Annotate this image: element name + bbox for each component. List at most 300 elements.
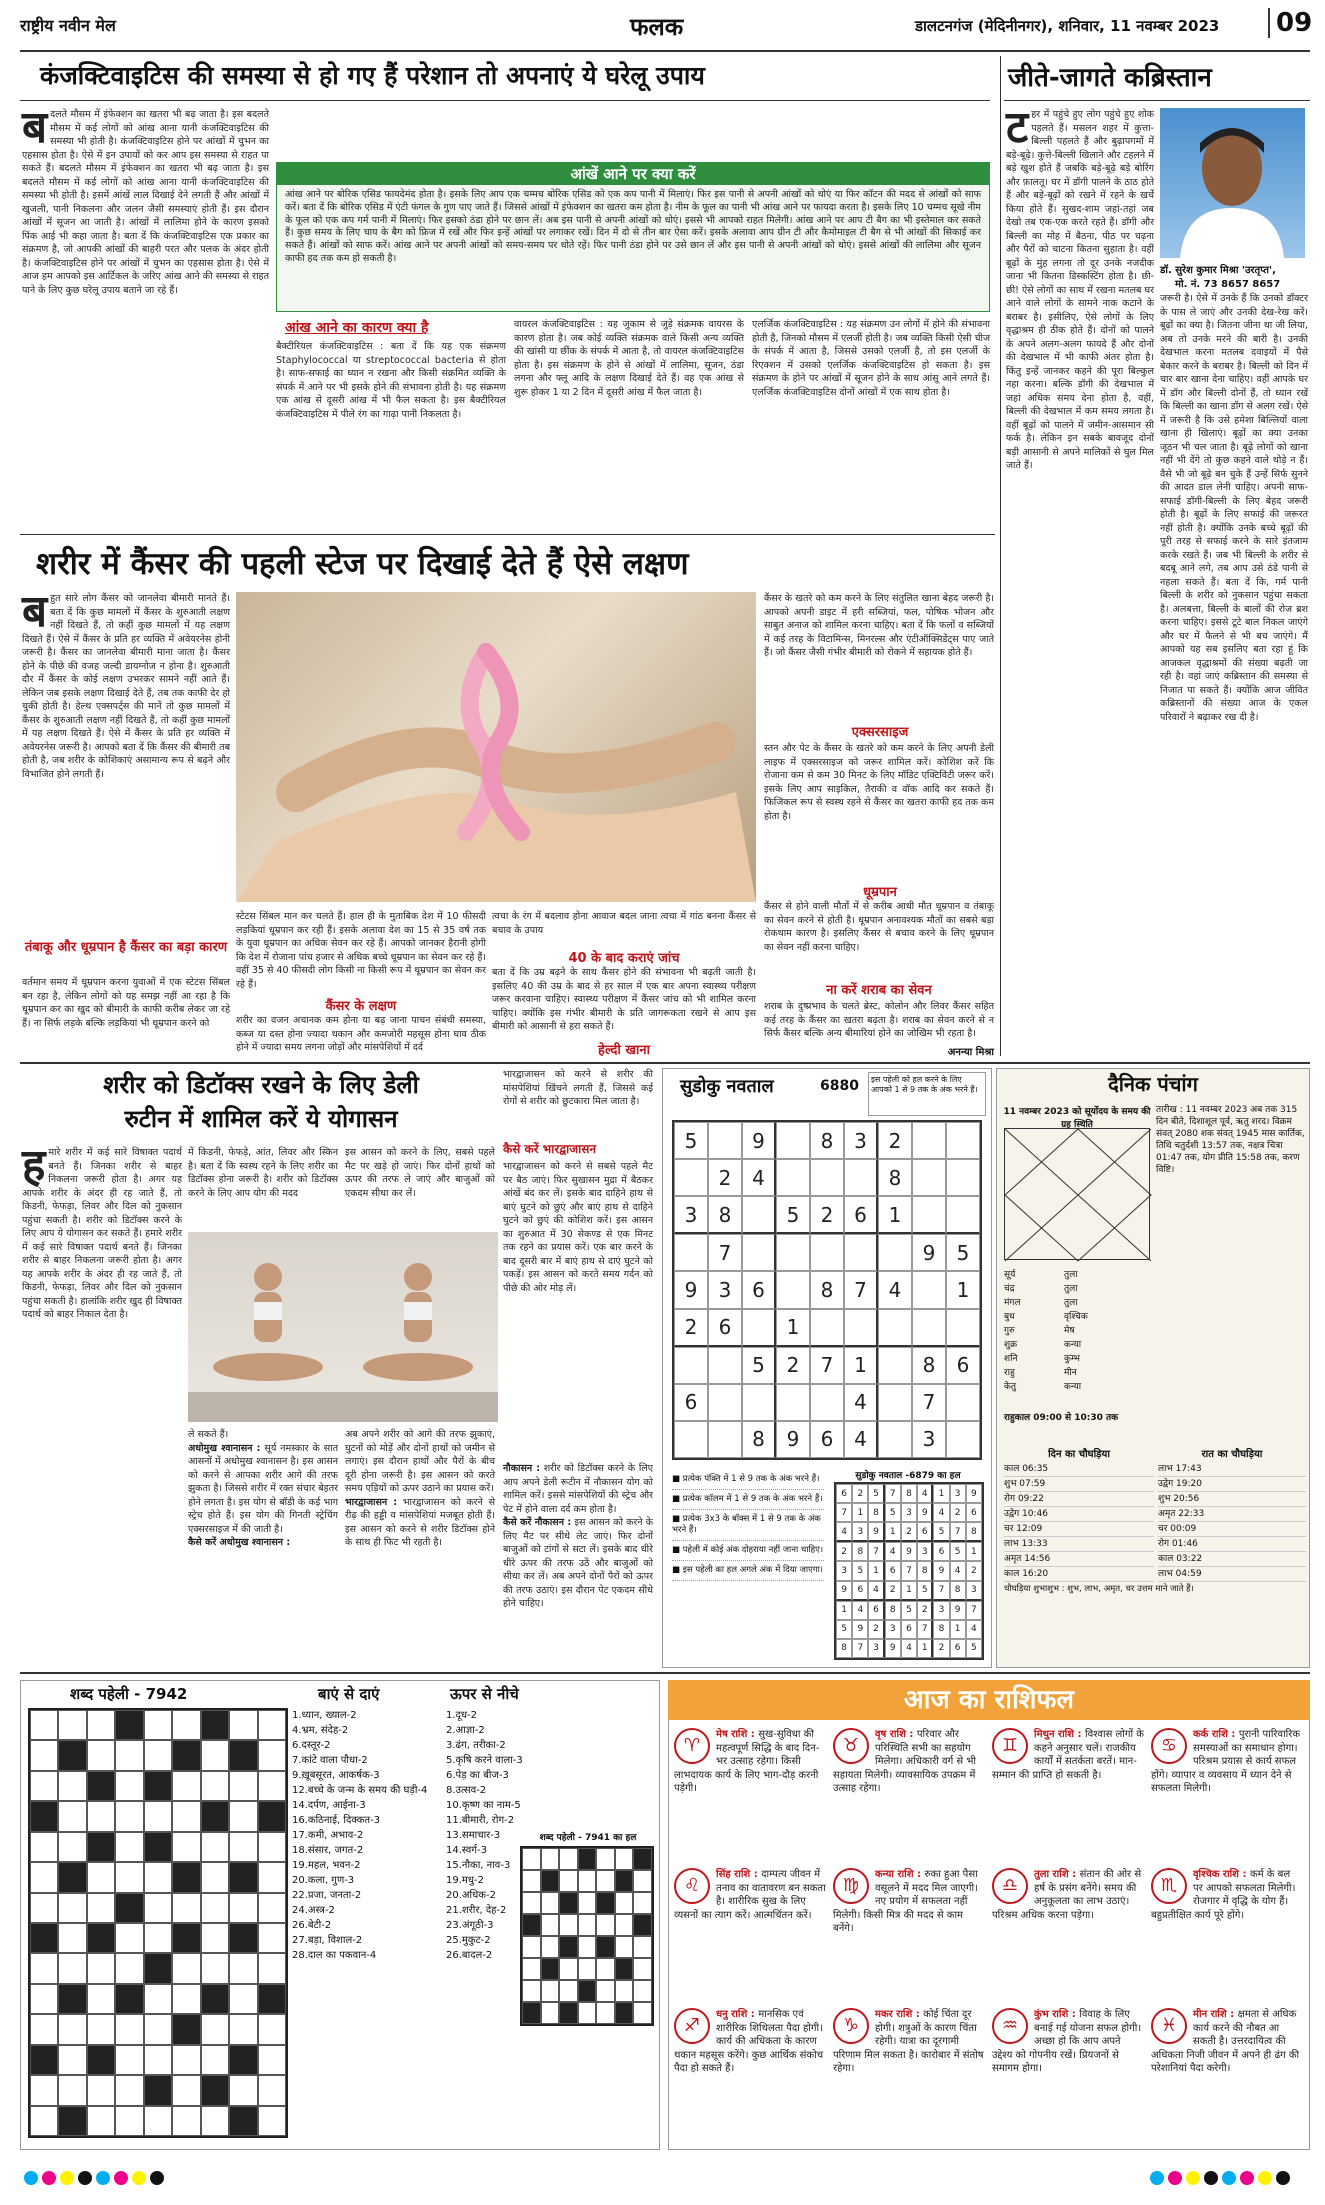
crossword-cell — [58, 1740, 86, 1770]
sudoku-cell — [674, 1347, 708, 1384]
planet-sign: वृश्चिक — [1064, 1312, 1088, 1322]
crossword-cell — [30, 1893, 58, 1923]
crossword-clue: 14.स्वर्ग-3 — [446, 1845, 487, 1856]
registration-dot — [1168, 2171, 1182, 2185]
crossword-cell — [615, 2002, 634, 2024]
meditation-icon — [188, 1232, 498, 1422]
kabristan-headline: जीते-जागते कब्रिस्तान — [1008, 63, 1212, 93]
nauka-block — [503, 1462, 653, 1666]
crossword-cell — [633, 1848, 652, 1870]
crossword-cell — [172, 2075, 200, 2105]
crossword-cell — [258, 1710, 286, 1740]
sudoku-cell: 2 — [950, 1503, 966, 1522]
crossword-cell — [144, 1923, 172, 1953]
sudoku-cell: 3 — [708, 1271, 742, 1308]
sudoku-cell: 5 — [933, 1522, 949, 1542]
crossword-cell — [596, 1892, 615, 1914]
crossword-cell — [201, 2106, 229, 2136]
exercise-text: स्तन और पेट के कैंसर के खतरे को कम करने के लिए अपनी डेली लाइफ में एक्सरसाइज को जरूर शामिल करें। कोशिश करें कि रोजाना कम से कम 30 मिनट के लिए मॉडिट एक्टिविटी जरूर करें। इसके लिए आप साइकिल, तैराकी व वॉक आदि कर सकते हैं। फिजिकल रूप से स्वस्थ रहने से कैंसर का खतरा काफी हद तक कम होता है। — [764, 743, 994, 822]
sudoku-cell: 1 — [946, 1271, 980, 1308]
crossword-cell — [578, 1892, 597, 1914]
crossword-cell — [58, 1984, 86, 2014]
crossword-cell — [258, 2014, 286, 2044]
crossword-clue: 27.बड़ा, विशाल-2 — [292, 1935, 363, 1946]
crossword-cell — [201, 1984, 229, 2014]
crossword-cell — [229, 1710, 257, 1740]
sudoku-cell: 1 — [933, 1484, 949, 1503]
registration-marks-right — [1150, 2170, 1294, 2189]
dropcap: ब — [22, 586, 48, 637]
sudoku-cell: 6 — [901, 1620, 917, 1639]
sudoku-cell: 8 — [912, 1347, 946, 1384]
chaughadiya-row: रोग 09:22 — [1004, 1492, 1154, 1507]
sudoku-cell: 4 — [844, 1421, 878, 1458]
crossword-cell — [615, 1914, 634, 1936]
crossword-cell — [541, 1936, 560, 1958]
sudoku-cell: 3 — [901, 1503, 917, 1522]
registration-dot — [1186, 2171, 1200, 2185]
crossword-cell — [115, 1710, 143, 1740]
crossword-cell — [258, 1832, 286, 1862]
sudoku-cell: 1 — [885, 1522, 901, 1542]
planet-sign: कुम्भ — [1064, 1354, 1080, 1364]
sudoku-cell — [810, 1234, 844, 1271]
rashi-name: धनु राशि : — [716, 2009, 759, 2020]
sudoku-cell: 9 — [674, 1271, 708, 1308]
crossword-clue: 14.दर्पण, आईना-3 — [292, 1800, 366, 1811]
crossword-cell — [115, 2106, 143, 2136]
pink-ribbon-icon — [236, 592, 756, 902]
rashi-card — [833, 1868, 985, 2002]
sudoku-cell: 6 — [950, 1639, 966, 1658]
night-chaughadiya — [1158, 1462, 1306, 1582]
sudoku-rule: ■ प्रत्येक पंक्ति में 1 से 9 तक के अंक भरने हैं। — [672, 1470, 824, 1490]
rashi-card — [992, 2008, 1144, 2142]
crossword-cell — [615, 1892, 634, 1914]
sudoku-cell: 6 — [844, 1196, 878, 1234]
sudoku-rule: ■ पहेली में कोई अंक दोहराया नहीं जाना चाहिए। — [672, 1541, 824, 1561]
crossword-cell — [229, 1771, 257, 1801]
sudoku-cell: 9 — [917, 1503, 933, 1522]
sudoku-cell: 7 — [933, 1581, 949, 1601]
sudoku-cell — [742, 1196, 776, 1234]
sudoku-cell — [742, 1309, 776, 1347]
sudoku-cell — [946, 1122, 980, 1159]
rashi-card — [1151, 2008, 1303, 2142]
crossword-clue: 22.प्रजा, जनता-2 — [292, 1890, 362, 1901]
how-adho-title: कैसे करें अधोमुख श्वानासन : — [188, 1537, 291, 1548]
sudoku-cell: 4 — [885, 1542, 901, 1561]
crossword-cell — [58, 1923, 86, 1953]
section-title: फलक — [630, 13, 684, 41]
sudoku-cell: 5 — [901, 1601, 917, 1620]
crossword-cell — [58, 1801, 86, 1831]
rashi-text: विश्वास लोगों के कहने अनुसार चलें। राजकीय कार्यों में सतर्कता बरतें। मान-सम्मान की प्राप्ति हो सकती है। — [992, 1729, 1144, 1781]
zodiac-icon: ♋ — [1151, 1728, 1187, 1764]
sudoku-cell: 5 — [885, 1503, 901, 1522]
sudoku-cell: 9 — [852, 1620, 868, 1639]
crossword-cell — [58, 1893, 86, 1923]
sudoku-cell: 4 — [868, 1581, 884, 1601]
crossword-clue: 10.कृष्ण का नाम-5 — [446, 1800, 521, 1811]
sudoku-cell: 3 — [674, 1196, 708, 1234]
crossword-cell — [201, 1893, 229, 1923]
rashi-card — [674, 1868, 826, 2002]
rashi-name: मीन राशि : — [1193, 2009, 1238, 2020]
sudoku-cell: 2 — [885, 1581, 901, 1601]
sudoku-cell: 4 — [852, 1601, 868, 1620]
sudoku-cell: 8 — [966, 1522, 982, 1542]
zodiac-icon: ♏ — [1151, 1868, 1187, 1904]
crossword-cell — [87, 1953, 115, 1983]
rashi-name: कुंभ राशि : — [1034, 2009, 1080, 2020]
sudoku-cell: 8 — [917, 1561, 933, 1580]
planet-row — [1004, 1282, 1154, 1296]
crossword-prev-grid — [520, 1846, 654, 2026]
crossword-clue: 2.आज्ञा-2 — [446, 1725, 485, 1736]
crossword-cell — [201, 1740, 229, 1770]
registration-dot — [1276, 2171, 1290, 2185]
sudoku-cell: 1 — [901, 1581, 917, 1601]
crossword-cell — [30, 1923, 58, 1953]
crossword-cell — [201, 1862, 229, 1892]
cancer-top-rule — [20, 534, 995, 535]
rashi-card — [674, 2008, 826, 2142]
cause-title: आंख आने का कारण क्या है — [285, 320, 429, 336]
yoga-col3: इस आसन को करने के लिए, सबसे पहले मैट पर खड़े हो जाएं। फिर दोनों हाथों को ऊपर की तरफ ले जाएं और बाजुओं को एकदम सीधा कर लें। — [345, 1147, 495, 1199]
panchang-footer: चौघड़िया शुभाशुभ : शुभ, लाभ, अमृत, चर उत्तम माने जाते हैं। — [1004, 1584, 1194, 1594]
intro-text: दलते मौसम में इंफेक्शन का खतरा भी बढ़ जाता है। इस बदलते मौसम में कई लोगों को आंख आना यानी कंजक्टिवाइटिस की समस्या भी होती है। कंजक्टिवाइटिस होने पर आंखों में चुभन का एहसास होता है। ऐसे में इन उपायों को कर आप इस समस्या से राहत पा सकते हैं। बदलते मौसम में इंफेक्शन का खतरा भी बढ़ जाता है। इस बदलते मौसम में कई लोगों को आंख आना यानी कंजक्टिवाइटिस की समस्या भी होती है। इसमें आंखें लाल दिखाई देने लगती हैं और आंखों में खुजली, पानी निकलना और जलन जैसी समस्याएं होती हैं। इस दौरान आंखों में सूजन आ जाती है। आंखों में लालिमा होने के कारण इसको पिंक आई भी कहा जाता है। बता दें कि कंजक्टिवाइटिस एक प्रकार का संक्रमण है, जो आपकी आंखों की बाहरी परत और पलक के अंदर होती है। कंजक्टिवाइटिस होने पर आंखों में चुभन का एहसास होता है। ऐसे में आज हम आपको इस आर्टिकल के जरिए आंख आने की समस्या से राहत पाने के लिए कुछ घरेलू उपाय बताने जा रहे हैं। — [22, 109, 269, 296]
conjunctivitis-intro — [22, 102, 269, 528]
crossword-cell — [615, 1870, 634, 1892]
planet-name: मंगल — [1004, 1298, 1021, 1308]
sudoku-cell: 2 — [810, 1196, 844, 1234]
sudoku-cell: 4 — [933, 1503, 949, 1522]
rashi-card — [992, 1728, 1144, 1862]
crossword-cell — [144, 1984, 172, 2014]
sudoku-cell: 1 — [844, 1347, 878, 1384]
sudoku-cell: 5 — [917, 1581, 933, 1601]
crossword-clue: 5.कृषि करने वाला-3 — [446, 1755, 523, 1766]
sudoku-cell — [708, 1347, 742, 1384]
crossword-cell — [30, 1771, 58, 1801]
eye-box — [276, 162, 990, 312]
chaughadiya-row: चर 12:09 — [1004, 1522, 1154, 1537]
sudoku-cell: 5 — [776, 1196, 810, 1234]
planet-name: शुक्र — [1004, 1340, 1018, 1350]
sudoku-cell — [844, 1234, 878, 1271]
crossword-cell — [578, 1870, 597, 1892]
crossword-clue: 25.मुकुट-2 — [446, 1935, 491, 1946]
planet-name: शनि — [1004, 1354, 1018, 1364]
crossword-cell — [541, 1870, 560, 1892]
crossword-cell — [522, 1914, 541, 1936]
symptoms-text: शरीर का वजन अचानक कम होना या बढ़ जाना पाचन संबंधी समस्या, कब्ज या दस्त होना ज्यादा थकान और कमजोरी महसूस होना घाव ठीक होने में ज्यादा समय लगना जोड़ों और मांसपेशियों में दर्द — [236, 1015, 486, 1053]
planet-row — [1004, 1310, 1154, 1324]
registration-dot — [1222, 2171, 1236, 2185]
crossword-clue: 20.कला, गुण-3 — [292, 1875, 355, 1886]
yoga-right1: भारद्वाजासन को करने से शरीर की मांसपेशियां खिंचने लगती हैं, जिससे कई रोगों से शरीर को छुटकारा मिल जाता है। — [503, 1069, 653, 1107]
age40-title: 40 के बाद कराएं जांच — [568, 951, 680, 966]
rashi-text: संतान की ओर से हर्ष के प्रसंग बनेंगे। समय की अनुकूलता का लाभ उठाएं। परिश्रम अधिक करना पड़ेगा। — [992, 1869, 1142, 1921]
sudoku-title: सुडोकु नवताल — [680, 1076, 774, 1097]
chaughadiya-row: शुभ 07:59 — [1004, 1477, 1154, 1492]
crossword-cell — [30, 1862, 58, 1892]
sudoku-cell — [776, 1384, 810, 1421]
yoga-low1 — [188, 1428, 338, 1666]
crossword-cell — [615, 1958, 634, 1980]
sudoku-cell: 3 — [836, 1561, 852, 1580]
crossword-cell — [172, 1832, 200, 1862]
planet-sign: तुला — [1064, 1298, 1078, 1308]
crossword-cell — [144, 1862, 172, 1892]
kundali-icon — [1005, 1129, 1151, 1261]
sudoku-cell: 6 — [810, 1421, 844, 1458]
planet-sign: मेष — [1064, 1326, 1075, 1336]
planet-sign: तुला — [1064, 1270, 1078, 1280]
dropcap: ट — [1006, 102, 1029, 153]
crossword-cell — [559, 1936, 578, 1958]
crossword-cell — [633, 1980, 652, 2002]
sudoku-cell: 1 — [852, 1503, 868, 1522]
crossword-clue: 15.नौका, नाव-3 — [446, 1860, 511, 1871]
eye-box-text: आंख आने पर बोरिक एसिड फायदेमंद होता है। इसके लिए आप एक चम्मच बोरिक एसिड को एक कप पानी में मिलाएं। फिर इस पानी से अपनी आंखों को धोएं या फिर कॉटन की मदद से आंखों को साफ करें। बता दें कि बोरिक एसिड में एंटी फंगल के गुण पाए जाते हैं। जिससे आंखों में इंफेक्शन का खतरा कम होता है। नीम के फूल का पानी भी आंख आने पर फायदा करता है। इसके लिए 10 चम्मच सूखे नीम के फूल को एक कप गर्म पानी में मिलाएं। फिर इसको ठंडा होने पर छान लें। अब इस पानी से अपनी आंखों को धोएं। इससे भी आपको राहत मिलेगी। आंख आने पर आप टी बैग का भी इस्तेमाल कर सकते हैं। कुछ समय के लिए चाय के बैग को फ्रिज में रखें और फिर इन्हें आंखों पर लगाकर रखें। दिन में दो से तीन बार ऐसा करें। इसके अलावा आप ग्रीन टी और कैमोमाइल टी बैग से भी आंखों की सिकाई कर सकते हैं। आंखों को साफ करें। आंख आने पर अपनी आंखों को समय-समय पर धोते रहें। फिर पानी ठंडा होने पर उसे छान लें और इस पानी से अपनी आंखों को धोएं। इससे आंखों की लालिमा और सूजन काफी हद तक कम हो सकती है। — [285, 189, 981, 264]
rashi-text: पुरानी पारिवारिक समस्याओं का समाधान होगा। परिश्रम प्रयास से कार्य सफल होंगे। व्यापार व व्यवसाय में ध्यान देने से सफलता मिलेगी। — [1151, 1729, 1301, 1794]
crossword-cell — [578, 1980, 597, 2002]
night-chaughadiya-title: रात का चौघड़िया — [1201, 1449, 1263, 1460]
sudoku-grid — [672, 1120, 982, 1460]
sudoku-cell: 1 — [776, 1309, 810, 1347]
crossword-cell — [144, 2075, 172, 2105]
crossword-cell — [115, 1801, 143, 1831]
author-portrait-icon — [1160, 108, 1305, 258]
allergic-text: एलर्जिक कंजक्टिवाइटिस : यह संक्रमण उन लोगों में होने की संभावना होती है, जिनको मौसम में एलर्जी होती है। जब व्यक्ति किसी ऐसी चीज के संपर्क में आता है, जिससे उसको एलर्जी है, तो इस एलर्जी के रिएक्शन में उसको एलर्जिक कंजक्टिवाइटिस हो सकता है। इस संक्रमण के होने पर आंखों में सूजन होने के साथ आंसू आने लगते हैं। एलर्जिक कंजक्टिवाइटिस दोनों आंखों में एक साथ होता है। — [752, 319, 990, 398]
sudoku-cell: 3 — [852, 1522, 868, 1542]
sudoku-cell: 4 — [878, 1271, 912, 1308]
zodiac-icon: ♎ — [992, 1868, 1028, 1904]
sudoku-cell: 2 — [674, 1309, 708, 1347]
panchang-right: तारीख : 11 नवम्बर 2023 अब तक 315 दिन बीते, दिशाशूल पूर्व, ऋतु शरद। विक्रम संवत् 2080 शक संवत् 1945 मास कार्तिक, तिथि चतुर्दशी 13:57 तक, नक्षत्र चित्रा 01:47 तक, योग प्रीति 15:58 तक, करण विष्टि। — [1156, 1105, 1305, 1175]
zodiac-icon: ♑ — [833, 2008, 869, 2044]
registration-dot — [1258, 2171, 1272, 2185]
sudoku-cell: 7 — [868, 1542, 884, 1561]
paper-logo: राष्ट्रीय नवीन मेल — [20, 16, 116, 35]
crossword-cell — [172, 1801, 200, 1831]
crossword-cell — [30, 2106, 58, 2136]
crossword-cell — [633, 1936, 652, 1958]
registration-dot — [114, 2171, 128, 2185]
planet-row — [1004, 1324, 1154, 1338]
crossword-cell — [144, 1740, 172, 1770]
crossword-clue: 12.बच्चे के जन्म के समय की घड़ी-4 — [292, 1785, 428, 1796]
sudoku-cell — [708, 1384, 742, 1421]
sudoku-cell: 2 — [776, 1347, 810, 1384]
crossword-cell — [172, 1893, 200, 1923]
crossword-prev-title: शब्द पहेली - 7941 का हल — [539, 1833, 637, 1843]
rashi-text: कर्म के बल पर आपको सफलता मिलेगी। रोजगार में वृद्धि के योग हैं। बहुप्रतीक्षित कार्य पूरे होंगे। — [1151, 1869, 1296, 1921]
sudoku-cell — [742, 1234, 776, 1271]
registration-dot — [42, 2171, 56, 2185]
crossword-cell — [58, 1862, 86, 1892]
sudoku-cell: 4 — [966, 1620, 982, 1639]
crossword-cell — [58, 1953, 86, 1983]
author-photo — [1160, 108, 1305, 258]
planet-table — [1004, 1268, 1154, 1408]
cancer-headline: शरीर में कैंसर की पहली स्टेज पर दिखाई देते हैं ऐसे लक्षण — [36, 546, 689, 582]
crossword-cell — [87, 1893, 115, 1923]
sudoku-cell: 8 — [836, 1639, 852, 1658]
zodiac-icon: ♓ — [1151, 2008, 1187, 2044]
rashi-card — [992, 1868, 1144, 2002]
conj-rule — [20, 100, 990, 101]
crossword-cell — [258, 2045, 286, 2075]
rashi-text: विवाह के लिए बनाई गई योजना सफल होगी। अच्छा हो कि आप अपने उद्देश्य को गोपनीय रखें। प्रियजनों से समागम होगा। — [992, 2009, 1142, 2074]
crossword-cell — [541, 1892, 560, 1914]
crossword-cell — [559, 1958, 578, 1980]
sudoku-cell: 6 — [674, 1384, 708, 1421]
crossword-cell — [258, 1953, 286, 1983]
crossword-cell — [201, 1953, 229, 1983]
crossword-cell — [258, 1771, 286, 1801]
rashi-name: सिंह राशि : — [716, 1869, 762, 1880]
sudoku-number: 6880 — [820, 1078, 859, 1094]
day-chaughadiya-title: दिन का चौघड़िया — [1048, 1449, 1110, 1460]
crossword-cell — [633, 1870, 652, 1892]
crossword-clue: 26.बादल-2 — [446, 1950, 493, 1961]
yoga-right2: भारद्वाजासन को करने से सबसे पहले मैट पर बैठ जाएं। फिर सुखासन मुद्रा में बैठकर आंखें बंद कर लें। इसके बाद दाहिने हाथ से बाएं घुटने को छुएं और बाएं हाथ से दाहिने घुटने को छुएं की कोशिश करें। इस आसन का शुरुआत में 30 सेकण्ड से एक मिनट तक रहने का प्रयास करें। एक बार करने के बाद दूसरी बार में बाएं हाथ से दाएं घुटने को पकड़ें। इस आसन को करते समय गर्दन को पीछे की ओर मोड़ लें। — [503, 1161, 653, 1294]
crossword-cell — [115, 1740, 143, 1770]
crossword-cell — [201, 1801, 229, 1831]
zodiac-icon: ♌ — [674, 1868, 710, 1904]
sudoku-cell: 6 — [742, 1271, 776, 1308]
sudoku-cell — [912, 1271, 946, 1308]
crossword-cell — [559, 1892, 578, 1914]
crossword-clue: 6.दस्तूर-2 — [292, 1740, 331, 1751]
sudoku-cell: 6 — [708, 1309, 742, 1347]
chaughadiya-row: रोग 01:46 — [1158, 1537, 1306, 1552]
bottom-rule — [20, 1672, 1310, 1674]
sudoku-cell: 5 — [950, 1542, 966, 1561]
chaughadiya-row: उद्वेग 19:20 — [1158, 1477, 1306, 1492]
sudoku-cell: 7 — [917, 1620, 933, 1639]
sudoku-cell — [946, 1421, 980, 1458]
planet-name: राहु — [1004, 1368, 1015, 1378]
crossword-cell — [578, 1958, 597, 1980]
sudoku-cell: 5 — [836, 1620, 852, 1639]
chaughadiya-row: लाभ 13:33 — [1004, 1537, 1154, 1552]
chaughadiya-row: चर 00:09 — [1158, 1522, 1306, 1537]
crossword-clue: 6.पेड़ का बीज-3 — [446, 1770, 509, 1781]
planet-sign: कन्या — [1064, 1382, 1082, 1392]
crossword-cell — [258, 1984, 286, 2014]
registration-dot — [78, 2171, 92, 2185]
rashifal-header: आज का राशिफल — [668, 1680, 1310, 1720]
crossword-cell — [522, 1848, 541, 1870]
sudoku-cell: 9 — [933, 1561, 949, 1580]
sudoku-cell: 7 — [885, 1484, 901, 1503]
crossword-cell — [258, 1862, 286, 1892]
sudoku-cell: 4 — [917, 1484, 933, 1503]
crossword-cell — [559, 1914, 578, 1936]
nauka-text: शरीर को डिटॉक्स करने के लिए आप अपने डेली रूटीन में नौकासन योग को शामिल करें। इससे मांसपेशियों की स्ट्रेच और पेट में होने वाला दर्द कम होता है। — [503, 1463, 653, 1515]
sudoku-cell — [946, 1159, 980, 1196]
crossword-cell — [596, 1958, 615, 1980]
rashi-text: परिवार और परिस्थिति सभी का सहयोग मिलेगा। अधिकारी वर्ग से भी सहायता मिलेगी। व्यावसायिक उपक्रम में उत्साह रहेगा। — [833, 1729, 976, 1794]
crossword-clue: 13.समाचार-3 — [446, 1830, 501, 1841]
zodiac-icon: ♈ — [674, 1728, 710, 1764]
crossword-cell — [115, 1893, 143, 1923]
sudoku-cell: 3 — [885, 1620, 901, 1639]
planet-row — [1004, 1352, 1154, 1366]
chaughadiya-row: लाभ 17:43 — [1158, 1462, 1306, 1477]
dropcap: ब — [22, 102, 48, 153]
tobacco-title: तंबाकू और धूम्रपान है कैंसर का बड़ा कारण — [24, 940, 228, 955]
cancer-byline: अनन्या मिश्रा — [947, 1047, 994, 1058]
crossword-cell — [144, 1832, 172, 1862]
crossword-cell — [596, 1936, 615, 1958]
crossword-cell — [58, 2045, 86, 2075]
crossword-cell — [258, 2075, 286, 2105]
crossword-title: शब्द पहेली - 7942 — [70, 1685, 188, 1703]
alcohol-text: शराब के दुष्प्रभाव के चलते ब्रेस्ट, कोलोन और लिवर कैंसर सहित कई तरह के कैंसर का खतरा बढ़ता है। शराब का सेवन करने से न सिर्फ कैंसर बल्कि अन्य बीमारियां होने का जोखिम भी रहता है। — [764, 1001, 994, 1039]
crossword-cell — [229, 2106, 257, 2136]
crossword-cell — [258, 1893, 286, 1923]
crossword-cell — [578, 1914, 597, 1936]
crossword-cell — [258, 1923, 286, 1953]
sudoku-cell: 7 — [836, 1503, 852, 1522]
tobacco-text: वर्तमान समय में धूम्रपान करना युवाओं में एक स्टेटस सिंबल बन रहा है, लेकिन लोगों को यह समझ नहीं आ रहा है कि धूम्रपान कर का खुद को बीमारी के काफी करीब लेकर जा रहे हैं। ना सिर्फ लड़के बल्कि लड़कियां भी धूम्रपान करने को — [22, 977, 230, 1029]
yoga-col2: में किडनी, फेफड़े, आंत, लिवर और स्किन है। बता दें कि स्वस्थ रहने के लिए शरीर का डिटॉक्स होना जरूरी है। शरीर को डिटॉक्स करने के लिए आप योग की मदद — [188, 1147, 338, 1199]
sudoku-cell: 2 — [836, 1542, 852, 1561]
cancer-right1: कैंसर के खतरे को कम करने के लिए संतुलित खाना बेहद जरूरी है। आपको अपनी डाइट में हरी सब्जियां, फल, पोषिक भोजन और साबुत अनाज को शामिल करना चाहिए। बता दें कि फलों व सब्जियों में कई तरह के विटामिन्स, मिनरल्स और एंटीऑक्सिडेंट्स पाए जाते हैं। जो कैंसर जैसी गंभीर बीमारी को रोकने में सहायक होते हैं। — [764, 593, 994, 658]
how-bhadra-title: कैसे करें भारद्वाजासन — [503, 1142, 597, 1156]
crossword-cell — [258, 2106, 286, 2136]
crossword-cell — [229, 1893, 257, 1923]
sudoku-cell: 7 — [912, 1384, 946, 1421]
crossword-clue: 26.बेटी-2 — [292, 1920, 332, 1931]
crossword-cell — [87, 2106, 115, 2136]
planet-name: चंद्र — [1004, 1284, 1015, 1294]
rashi-name: वृष राशि : — [875, 1729, 917, 1740]
crossword-cell — [258, 1801, 286, 1831]
crossword-cell — [172, 1923, 200, 1953]
sudoku-prev-grid — [834, 1482, 984, 1660]
sudoku-cell: 5 — [674, 1122, 708, 1159]
sudoku-cell — [946, 1309, 980, 1347]
sudoku-cell: 3 — [844, 1122, 878, 1159]
adho-title: अधोमुख श्वानासन : — [188, 1442, 261, 1454]
planet-row — [1004, 1366, 1154, 1380]
crossword-cell — [559, 1980, 578, 2002]
chaughadiya-row: उद्वेग 10:46 — [1004, 1507, 1154, 1522]
crossword-cell — [172, 2014, 200, 2044]
registration-dot — [1150, 2171, 1164, 2185]
bhadra-text: भारद्वाजासन को करने से रीढ़ की हड्डी व मांसपेशियां मजबूत होती हैं। इस आसन को करने से शरीर डिटॉक्स होने के साथ ही फिट भी रहती है। — [345, 1496, 495, 1548]
crossword-cell — [30, 1801, 58, 1831]
crossword-grid — [28, 1708, 288, 2138]
sudoku-cell — [878, 1347, 912, 1384]
yoga-low3 — [345, 1428, 495, 1666]
sudoku-cell: 2 — [933, 1639, 949, 1658]
sudoku-cell — [776, 1271, 810, 1308]
crossword-cell — [229, 1801, 257, 1831]
crossword-cell — [87, 1923, 115, 1953]
crossword-cell — [87, 1801, 115, 1831]
sudoku-cell: 2 — [868, 1620, 884, 1639]
sudoku-cell — [742, 1384, 776, 1421]
yoga-image — [188, 1232, 498, 1422]
sudoku-cell — [912, 1196, 946, 1234]
